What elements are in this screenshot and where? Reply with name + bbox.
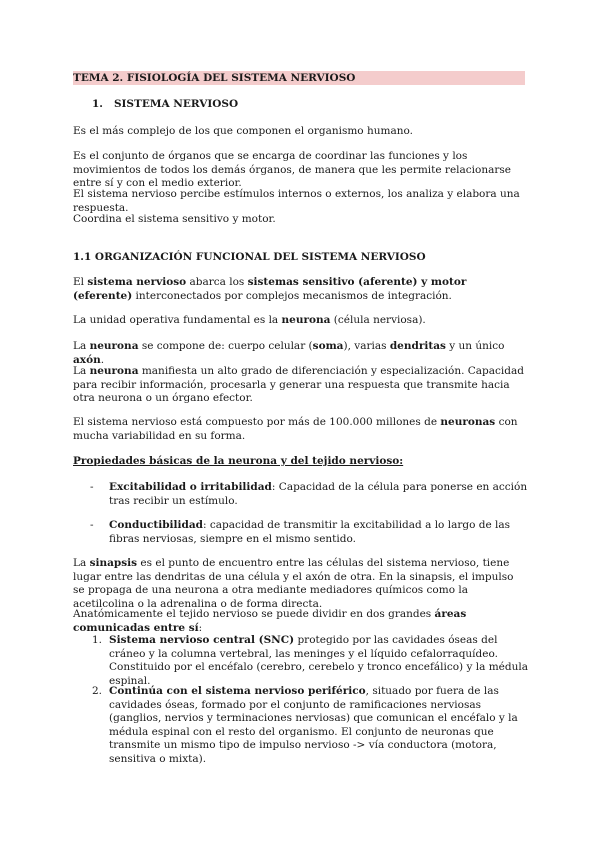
numbered-item: Sistema nervioso central (SNC) protegido por las cavidades óseas del cráneo y la columna vertebral, las meninges y el líquido cefalorraquídeo. Constituido por el encéfalo (cerebro, cerebelo y tronco encefálico) y la médula espinal.	[109, 634, 528, 687]
section-number: 1.	[92, 98, 103, 110]
bullet-dash: -	[90, 519, 94, 531]
paragraph: El sistema nervioso percibe estímulos internos o externos, los analiza y elabora una respuesta.	[73, 188, 520, 214]
bullet-item: Excitabilidad o irritabilidad: Capacidad de la célula para ponerse en acción tras recibir un estímulo.	[109, 481, 528, 507]
section-heading-1	[92, 98, 544, 112]
list-number: 2.	[92, 685, 103, 697]
document-title: TEMA 2. FISIOLOGÍA DEL SISTEMA NERVIOSO	[73, 71, 525, 85]
paragraph: La neurona manifiesta un alto grado de diferenciación y especialización. Capacidad para recibir información, procesarla y generar una respuesta que transmite hacia otra neurona o un órgano efector.	[73, 365, 524, 404]
paragraph: La neurona se compone de: cuerpo celular (soma), varias dendritas y un único axón.	[73, 340, 505, 366]
section-title: SISTEMA NERVIOSO	[113, 98, 239, 110]
bullet-dash: -	[90, 481, 94, 493]
paragraph: La unidad operativa fundamental es la neurona (célula nerviosa).	[73, 314, 426, 326]
list-number: 1.	[92, 634, 103, 646]
paragraph: Anatómicamente el tejido nervioso se puede dividir en dos grandes áreas comunicadas entre sí:	[73, 608, 467, 634]
paragraph: La sinapsis es el punto de encuentro entre las células del sistema nervioso, tiene lugar entre las dendritas de una célula y el axón de otra. En la sinapsis, el impulso se propaga de una neurona a otra mediante mediadores químicos como la acetilcolina o la adrenalina o de forma directa.	[73, 557, 514, 610]
paragraph: Coordina el sistema sensitivo y motor.	[73, 213, 276, 225]
paragraph: El sistema nervioso abarca los sistemas sensitivo (aferente) y motor (eferente) interconectados por complejos mecanismos de integración.	[73, 276, 467, 302]
numbered-item: Continúa con el sistema nervioso periférico, situado por fuera de las cavidades óseas, formado por el conjunto de ramificaciones nerviosas (ganglios, nervios y terminaciones nerviosas) que comunican el encéfalo y la médula espinal con el resto del organismo. El conjunto de neuronas que transmite un mismo tipo de impulso nervioso -> vía conductora (motora, sensitiva o mixta).	[109, 685, 518, 765]
bullet-item: Conductibilidad: capacidad de transmitir la excitabilidad a lo largo de las fibras nerviosas, siempre en el mismo sentido.	[109, 519, 511, 545]
paragraph: Es el conjunto de órganos que se encarga de coordinar las funciones y los movimientos de todos los demás órganos, de manera que les permite relacionarse entre sí y con el medio exterior.	[73, 150, 511, 189]
properties-heading: Propiedades básicas de la neurona y del tejido nervioso:	[73, 455, 404, 467]
section-heading-1-1: 1.1 ORGANIZACIÓN FUNCIONAL DEL SISTEMA NERVIOSO	[73, 251, 426, 263]
paragraph: El sistema nervioso está compuesto por más de 100.000 millones de neuronas con mucha variabilidad en su forma.	[73, 416, 518, 442]
paragraph: Es el más complejo de los que componen el organismo humano.	[73, 125, 413, 137]
